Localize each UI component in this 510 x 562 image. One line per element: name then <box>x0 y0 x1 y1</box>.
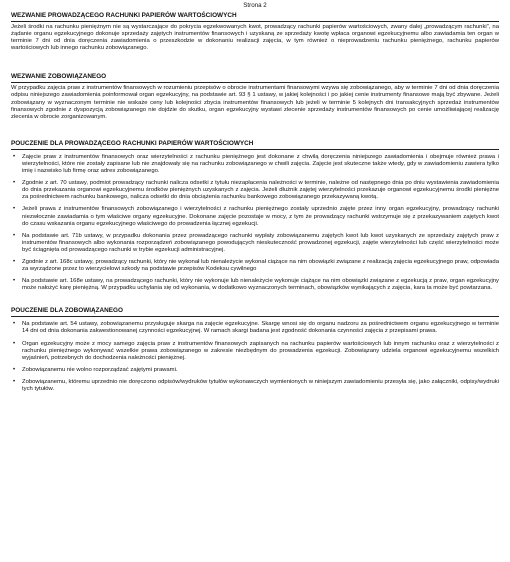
list-item: • Na podstawie art. 168e ustawy, na prowadzącego rachunki, który nie wykonuje lub nienależycie wykonuje ciążące na nim obowiązki związane z egzekucją z praw, organ egzekucyjny może nałożyć karę pieniężną. W przypadku uchylania się od wykonania, w dodatkowo wyznaczonych terminach, obowiązków wynikających z zajęcia, kara ta może być powtarzana. <box>11 278 499 292</box>
list-item: • Jeżeli prawa z instrumentów finansowych zobowiązanego i wierzytelności z rachunku pieniężnego zostały uprzednio zajęte przez inny organ egzekucyjny, prowadzący rachunki niezwłocznie zawiadamia o tym właściwe organy egzekucyjne. Dokonane zajęcie pozostaje w mocy, z tym że prowadzący rachunki wstrzymuje się z przekazywaniem zajętych kwot do czasu wskazania organu egzekucyjnego właściwego do prowadzenia łącznej egzekucji. <box>11 206 499 227</box>
list-item: • Zajęcie praw z instrumentów finansowych oraz wierzytelności z rachunku pieniężnego jest dokonane z chwilą doręczenia niniejszego zawiadomienia i obejmuje również prawa i wierzytelności, które nie zostały zapisane lub nie znajdowały się na rachunku zobowiązanego w chwili zajęcia. Zajęcie jest skuteczne także wtedy, gdy w zawiadomieniu zawiera tylko imię i nazwisko lub firmę oraz adres zobowiązanego. <box>11 154 499 175</box>
instruction-list <box>11 321 499 393</box>
list-item: • Organ egzekucyjny może z mocy samego zajęcia praw z instrumentów finansowych zapisanych na rachunku papierów wartościowych lub innym rachunku oraz z wierzytelności z rachunku pieniężnego wykonywać wszelkie prawa zobowiązanego w zakresie niezbędnym do prowadzenia egzekucji. Zobowiązany udziela organowi egzekucyjnemu wszelkich wyjaśnień, potrzebnych do dochodzenia należności pieniężnej. <box>11 341 499 362</box>
section-instruction-account-keeper <box>11 140 499 293</box>
list-item: • Zobowiązanemu nie wolno rozporządzać zajętymi prawami. <box>11 367 499 374</box>
document-content <box>11 12 499 398</box>
instruction-list <box>11 154 499 293</box>
section-title: WEZWANIE PROWADZĄCEGO RACHUNKI PAPIERÓW WARTOŚCIOWYCH <box>11 12 499 22</box>
list-item: • Zobowiązanemu, któremu uprzednio nie doręczono odpisów/wydruków tytułów wykonawczych wymienionych w niniejszym zawiadomieniu przesyła się, jako załączniki, odpisy/wydruki tych tytułów. <box>11 379 499 393</box>
section-instruction-obligor <box>11 307 499 393</box>
section-paragraph: W przypadku zajęcia praw z instrumentów finansowych w rozumieniu przepisów o obrocie instrumentami finansowymi wzywa się zobowiązanego, aby w terminie 7 dni od dnia doręczenia odpisu niniejszego zawiadomienia poinformował organ egzekucyjny, na podstawie art. 93 § 1 ustawy, w jakiej kolejności i po jakiej cenie instrumenty finansowe mają być zbywane. Jeżeli zobowiązany w wyznaczonym terminie nie wskaże ceny lub kolejności zbycia instrumentów finansowych lub jeżeli w terminie 5 kolejnych dni transakcyjnych sprzedaż instrumentów finansowych zgodnie z dyspozycją zobowiązanego nie dojdzie do skutku, organ egzekucyjny wystawi zlecenie sprzedaży instrumentów finansowych po cenie umożliwiającej realizację zlecenia w obrocie zorganizowanym. <box>11 85 499 120</box>
section-paragraph: Jeżeli środki na rachunku pieniężnym nie są wystarczające do pokrycia egzekwowanych kwot, prowadzący rachunki papierów wartościowych, zwany dalej „prowadzącym rachunki”, na żądanie organu egzekucyjnego dokonuje sprzedaży zajętych instrumentów finansowych i uzyskaną ze sprzedaży kwotę wpłaca organowi egzekucyjnemu albo zawiadamia ten organ w terminie 7 dni od dnia doręczenia zawiadomienia o przeszkodzie w dokonaniu realizacji zajęcia, w tym również o nieprowadzeniu rachunku pieniężnego, rachunku papierów wartościowych lub innego rachunku zobowiązanego. <box>11 24 499 52</box>
list-item: • Na podstawie art. 71b ustawy, w przypadku dokonania przez prowadzącego rachunki wypłaty zobowiązanemu zajętych kwot lub kwot uzyskanych ze sprzedaży zajętych praw z instrumentów finansowych albo wykonania rozporządzeń zobowiązanego powodujących nieskuteczność prowadzonej egzekucji, zajęte wierzytelności lub część wierzytelności może być ściągnięta od prowadzącego rachunki w trybie egzekucji administracyjnej. <box>11 233 499 254</box>
page-number: Strona 2 <box>243 2 267 9</box>
section-title: POUCZENIE DLA PROWADZĄCEGO RACHUNKI PAPIERÓW WARTOŚCIOWYCH <box>11 140 499 150</box>
section-title: POUCZENIE DLA ZOBOWIĄZANEGO <box>11 307 499 317</box>
list-item: • Zgodnie z art. 70 ustawy, podmiot prowadzący rachunki nalicza odsetki z tytułu niezapłacenia należności w terminie, należne od następnego dnia po dniu wystawienia zawiadomienia do dnia przekazania organowi egzekucyjnemu środków pieniężnych uzyskanych z zajęcia. Jeżeli dłużnik zajętej wierzytelności przekazuje organowi egzekucyjnemu środki pieniężne za pośrednictwem rachunku bankowego, nalicza odsetki do dnia obciążenia rachunku bankowego zobowiązanego przekazywaną kwotą. <box>11 180 499 201</box>
section-title: WEZWANIE ZOBOWIĄZANEGO <box>11 73 499 83</box>
list-item: • Zgodnie z art. 168c ustawy, prowadzący rachunki, który nie wykonał lub nienależycie wykonał ciążące na nim obowiązki związane z realizacją zajęcia egzekucyjnego praw, odpowiada za wyrządzone przez to wierzycielowi szkody na podstawie przepisów Kodeksu cywilnego <box>11 259 499 273</box>
section-notice-obligor <box>11 73 499 120</box>
list-item: • Na podstawie art. 54 ustawy, zobowiązanemu przysługuje skarga na zajęcie egzekucyjne. Skargę wnosi się do organu nadzoru za pośrednictwem organu egzekucyjnego w terminie 14 dni od dnia dokonania zakwestionowanej czynności egzekucyjnej. W ramach skargi badana jest zgodność dokonania czynności zajęcia z przepisami prawa. <box>11 321 499 335</box>
section-notice-account-keeper <box>11 12 499 52</box>
